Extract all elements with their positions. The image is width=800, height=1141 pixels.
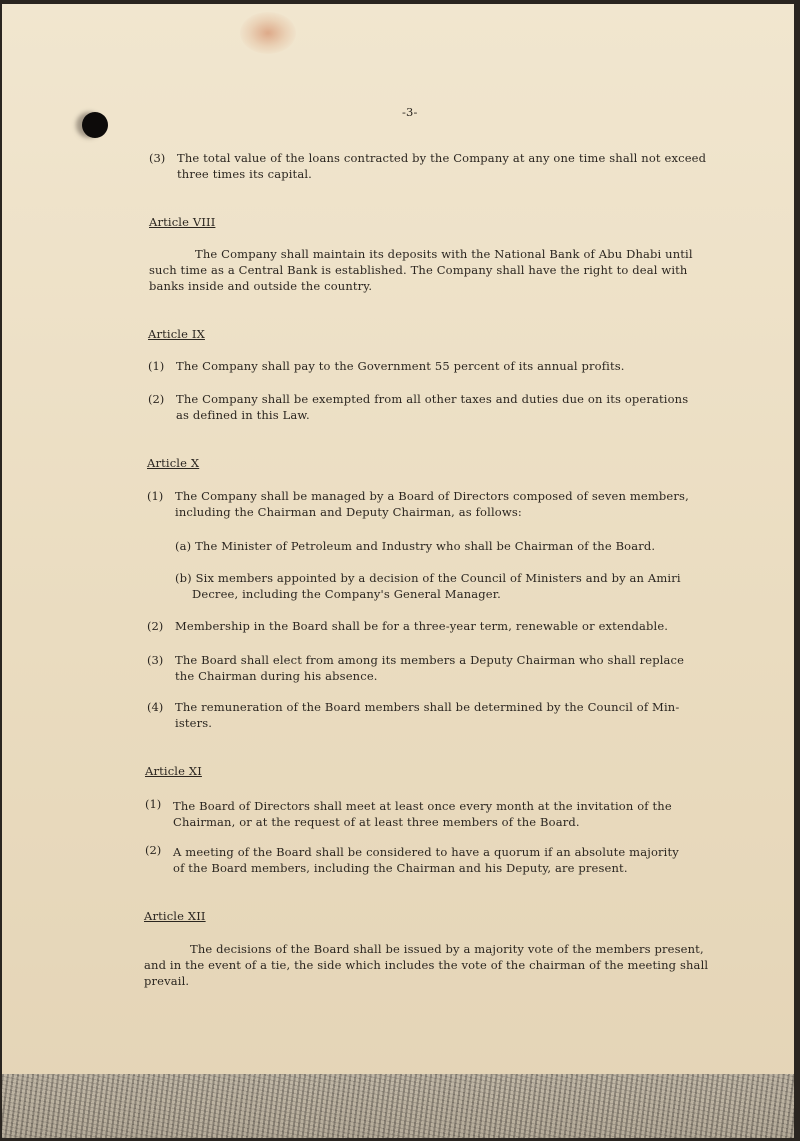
clause-text: Membership in the Board shall be for a three-year term, renewable or extendable. bbox=[175, 619, 669, 633]
punch-hole bbox=[82, 112, 108, 138]
clause-text: The Company shall be exempted from all other taxes and duties due on its operations bbox=[176, 392, 689, 406]
article-x-heading: Article X bbox=[147, 456, 200, 470]
article-xii-text: and in the event of a tie, the side which includes the vote of the chairman of the meeting shall bbox=[144, 958, 709, 972]
article-xi-heading: Article XI bbox=[145, 764, 202, 778]
clause-text: The Board of Directors shall meet at least once every month at the invitation of the bbox=[173, 799, 672, 813]
sub-clause-b: Decree, including the Company's General Manager. bbox=[192, 587, 501, 601]
clause-text: as defined in this Law. bbox=[176, 408, 310, 422]
clause-text: including the Chairman and Deputy Chairman, as follows: bbox=[175, 505, 522, 519]
clause-text: Chairman, or at the request of at least three members of the Board. bbox=[173, 815, 580, 829]
clause-number: (3) bbox=[147, 653, 164, 667]
sub-clause-b: (b) Six members appointed by a decision of the Council of Ministers and by an Amiri bbox=[175, 571, 681, 585]
clause-text: the Chairman during his absence. bbox=[175, 669, 378, 683]
clause-number: (2) bbox=[148, 392, 165, 406]
article-xii-text: prevail. bbox=[144, 974, 190, 988]
clause-text: The remuneration of the Board members shall be determined by the Council of Min- bbox=[175, 700, 680, 714]
article-viii-heading: Article VIII bbox=[149, 215, 216, 229]
clause-text: three times its capital. bbox=[177, 167, 312, 181]
clause-text: The Board shall elect from among its members a Deputy Chairman who shall replace bbox=[175, 653, 685, 667]
article-viii-text: The Company shall maintain its deposits with the National Bank of Abu Dhabi until bbox=[195, 247, 693, 261]
article-xii-text: The decisions of the Board shall be issued by a majority vote of the members present, bbox=[190, 942, 704, 956]
article-xii-heading: Article XII bbox=[144, 909, 206, 923]
clause-number: (1) bbox=[148, 359, 165, 373]
clause-text: The Company shall pay to the Government 55 percent of its annual profits. bbox=[176, 359, 625, 373]
clause-number: (3) bbox=[149, 151, 166, 165]
clause-text: A meeting of the Board shall be considered to have a quorum if an absolute majority bbox=[173, 845, 679, 859]
clause-number: (2) bbox=[147, 619, 164, 633]
clause-number: (4) bbox=[147, 700, 164, 714]
paper-bottom-edge bbox=[2, 1074, 794, 1138]
clause-number: (1) bbox=[147, 489, 164, 503]
page-number: -3- bbox=[402, 105, 418, 119]
clause-text: The Company shall be managed by a Board of Directors composed of seven members, bbox=[175, 489, 689, 503]
document-page bbox=[2, 4, 794, 1138]
clause-text: isters. bbox=[175, 716, 213, 730]
article-ix-heading: Article IX bbox=[148, 327, 205, 341]
article-viii-text: banks inside and outside the country. bbox=[149, 279, 373, 293]
clause-text: of the Board members, including the Chairman and his Deputy, are present. bbox=[173, 861, 628, 875]
clause-text: The total value of the loans contracted by the Company at any one time shall not exceed bbox=[177, 151, 707, 165]
paper-stain bbox=[240, 12, 296, 54]
clause-number: (2) bbox=[145, 843, 162, 857]
sub-clause-a: (a) The Minister of Petroleum and Industry who shall be Chairman of the Board. bbox=[175, 539, 656, 553]
article-viii-text: such time as a Central Bank is established. The Company shall have the right to deal with bbox=[149, 263, 688, 277]
clause-number: (1) bbox=[145, 797, 162, 811]
